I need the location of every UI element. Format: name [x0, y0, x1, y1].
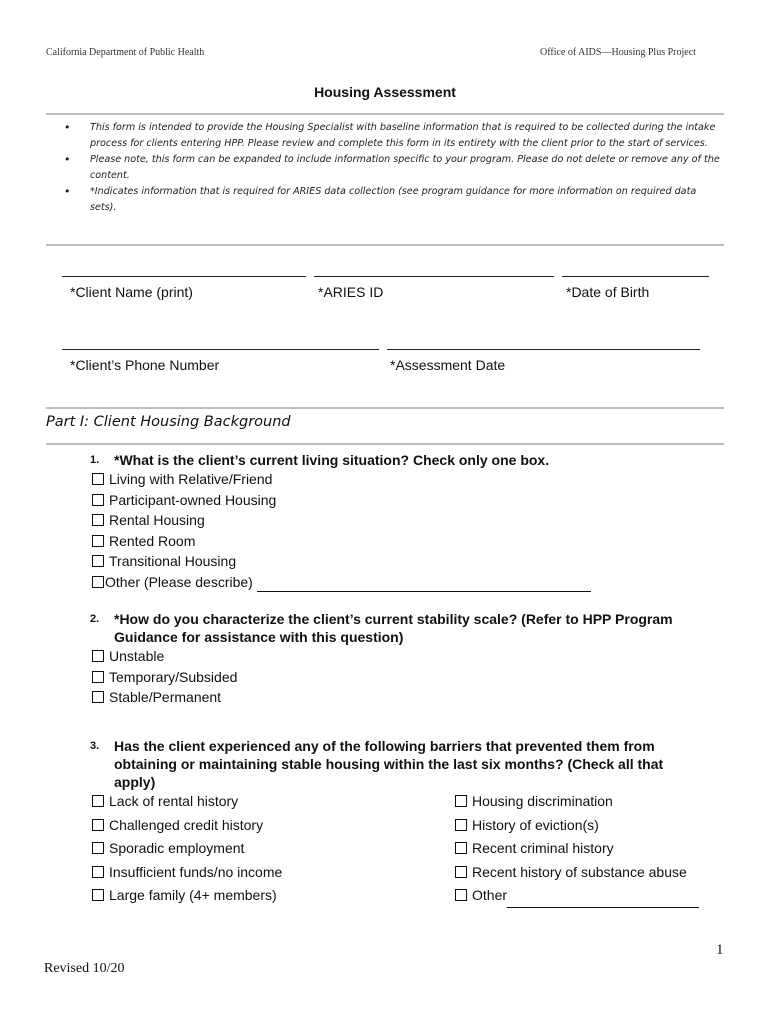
option-other-row[interactable]: Other (Please describe) — [92, 572, 591, 593]
option-checkbox-row[interactable]: History of eviction(s) — [455, 814, 699, 838]
instruction-item: • Please note, this form can be expanded to include information specific to your program. Please do not delete or remove any of the content. — [64, 152, 724, 184]
option-checkbox-row[interactable]: Unstable — [92, 646, 237, 667]
question-number: 3. — [90, 740, 100, 752]
checkbox[interactable] — [455, 795, 467, 807]
checkbox[interactable] — [455, 889, 467, 901]
option-checkbox-row[interactable]: Recent history of substance abuse — [455, 861, 699, 885]
checkbox[interactable] — [92, 494, 104, 506]
option-other-row[interactable]: Other — [455, 884, 699, 908]
checkbox[interactable] — [92, 671, 104, 683]
option-checkbox-row[interactable]: Sporadic employment — [92, 837, 282, 861]
question-3-options-left — [92, 790, 282, 908]
other-barrier-field[interactable] — [507, 893, 699, 908]
option-checkbox-row[interactable]: Temporary/Subsided — [92, 667, 237, 688]
question-3-options-right — [455, 790, 699, 908]
checkbox[interactable] — [92, 795, 104, 807]
question-2-text: Guidance for assistance with this question) — [114, 629, 404, 645]
page-title: Housing Assessment — [314, 84, 456, 100]
question-number: 1. — [90, 454, 100, 466]
option-checkbox-row[interactable]: Living with Relative/Friend — [92, 469, 591, 490]
section-title: Part I: Client Housing Background — [46, 414, 291, 430]
option-checkbox-row[interactable]: Stable/Permanent — [92, 687, 237, 708]
client-name-label: *Client Name (print) — [70, 284, 193, 300]
divider — [46, 407, 724, 409]
checkbox[interactable] — [455, 866, 467, 878]
option-checkbox-row[interactable]: Insufficient funds/no income — [92, 861, 282, 885]
divider — [46, 244, 724, 246]
aries-id-field[interactable] — [314, 276, 554, 277]
question-3-text: apply) — [114, 774, 156, 790]
option-checkbox-row[interactable]: Participant-owned Housing — [92, 490, 591, 511]
instruction-item: • *Indicates information that is required for ARIES data collection (see program guidance for more information on required data sets). — [64, 184, 724, 216]
client-name-field[interactable] — [62, 276, 306, 277]
option-checkbox-row[interactable]: Recent criminal history — [455, 837, 699, 861]
question-2-text: *How do you characterize the client’s current stability scale? (Refer to HPP Program — [114, 611, 673, 627]
checkbox[interactable] — [92, 514, 104, 526]
assessment-date-field[interactable] — [387, 349, 700, 350]
option-checkbox-row[interactable]: Lack of rental history — [92, 790, 282, 814]
option-checkbox-row[interactable]: Transitional Housing — [92, 551, 591, 572]
revision-date: Revised 10/20 — [44, 961, 125, 976]
checkbox[interactable] — [92, 889, 104, 901]
page-number: 1 — [716, 942, 724, 958]
checkbox[interactable] — [455, 819, 467, 831]
question-2-options — [92, 646, 237, 708]
header-agency: California Department of Public Health — [46, 47, 205, 58]
checkbox[interactable] — [92, 576, 104, 588]
option-checkbox-row[interactable]: Rented Room — [92, 531, 591, 552]
checkbox[interactable] — [92, 842, 104, 854]
aries-id-label: *ARIES ID — [318, 284, 384, 300]
question-1-text: *What is the client’s current living situation? Check only one box. — [114, 452, 550, 468]
instructions-list — [64, 120, 724, 216]
header-office: Office of AIDS—Housing Plus Project — [540, 47, 696, 58]
question-1-options — [92, 469, 591, 592]
dob-label: *Date of Birth — [566, 284, 650, 300]
question-3-text: obtaining or maintaining stable housing within the last six months? (Check all that — [114, 756, 664, 772]
other-describe-field[interactable] — [257, 577, 591, 592]
question-3-text: Has the client experienced any of the following barriers that prevented them from — [114, 738, 655, 754]
checkbox[interactable] — [455, 842, 467, 854]
phone-field[interactable] — [62, 349, 379, 350]
divider — [46, 443, 724, 445]
checkbox[interactable] — [92, 819, 104, 831]
assessment-date-label: *Assessment Date — [390, 357, 506, 373]
checkbox[interactable] — [92, 691, 104, 703]
checkbox[interactable] — [92, 473, 104, 485]
option-checkbox-row[interactable]: Rental Housing — [92, 510, 591, 531]
instruction-item: • This form is intended to provide the Housing Specialist with baseline information that is required to be collected during the intake process for clients entering HPP. Please review and complete this form in its entirety with the client prior to the start of services. — [64, 120, 724, 152]
checkbox[interactable] — [92, 535, 104, 547]
checkbox[interactable] — [92, 650, 104, 662]
checkbox[interactable] — [92, 866, 104, 878]
checkbox[interactable] — [92, 555, 104, 567]
phone-label: *Client’s Phone Number — [70, 357, 220, 373]
option-checkbox-row[interactable]: Challenged credit history — [92, 814, 282, 838]
dob-field[interactable] — [562, 276, 709, 277]
question-number: 2. — [90, 613, 100, 625]
divider — [46, 113, 724, 115]
option-checkbox-row[interactable]: Housing discrimination — [455, 790, 699, 814]
option-checkbox-row[interactable]: Large family (4+ members) — [92, 884, 282, 908]
